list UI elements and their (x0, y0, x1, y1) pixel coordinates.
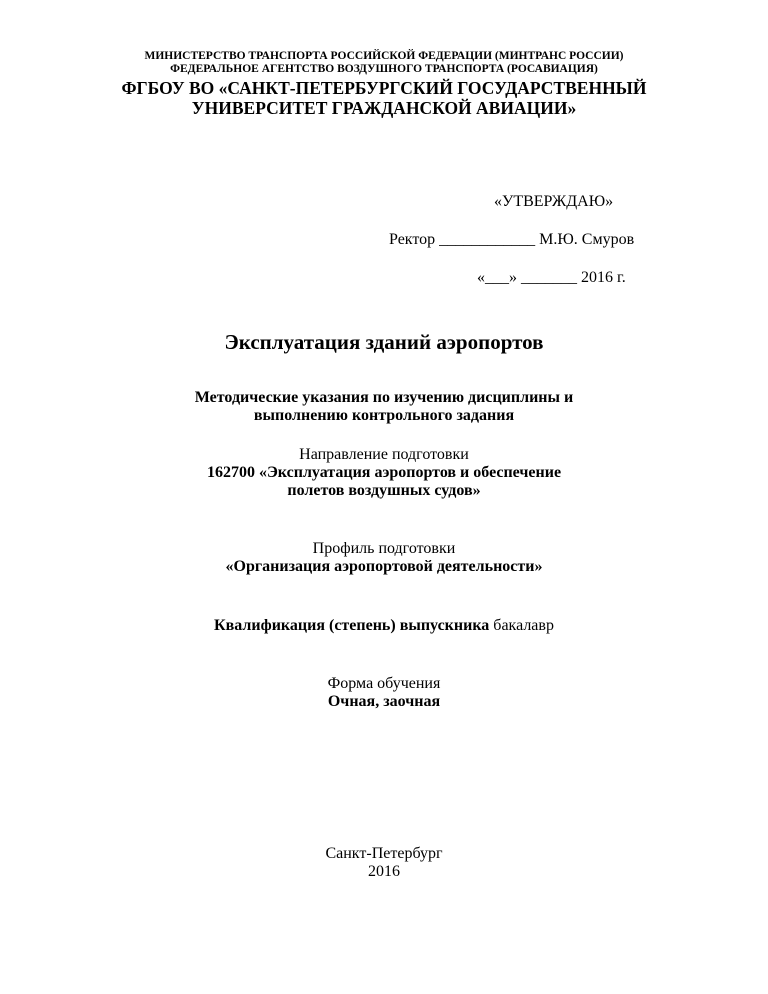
qualification-value: бакалавр (489, 617, 554, 634)
qualification-line (0, 617, 768, 635)
university-line-1: ФГБОУ ВО «САНКТ-ПЕТЕРБУРГСКИЙ ГОСУДАРСТВЕННЫЙ (121, 78, 647, 98)
approve-label: «УТВЕРЖДАЮ» (494, 193, 614, 210)
direction-label: Направление подготовки (299, 446, 469, 463)
profile-value: «Организация аэропортовой деятельности» (225, 558, 543, 575)
approval-date-line: «___» _______ 2016 г. (477, 269, 626, 286)
footer-year: 2016 (368, 863, 400, 880)
study-form-value: Очная, заочная (327, 693, 441, 710)
direction-value-line-2: полетов воздушных судов» (287, 482, 481, 499)
study-form-label: Форма обучения (327, 675, 441, 692)
university-line-2: УНИВЕРСИТЕТ ГРАЖДАНСКОЙ АВИАЦИИ» (191, 98, 577, 118)
qualification-label: Квалификация (степень) выпускника (214, 617, 490, 634)
document-title: Эксплуатация зданий аэропортов (224, 330, 544, 354)
rector-signature-line: Ректор ____________ М.Ю. Смуров (389, 231, 635, 248)
footer-city: Санкт-Петербург (325, 845, 443, 862)
direction-value-line-1: 162700 «Эксплуатация аэропортов и обеспечение (206, 464, 562, 481)
subtitle-line-1: Методические указания по изучению дисциплины и (194, 389, 574, 406)
ministry-line-1: МИНИСТЕРСТВО ТРАНСПОРТА РОССИЙСКОЙ ФЕДЕРАЦИИ (МИНТРАНС РОССИИ) (144, 50, 624, 62)
subtitle-line-2: выполнению контрольного задания (253, 407, 515, 424)
ministry-line-2: ФЕДЕРАЛЬНОЕ АГЕНТСТВО ВОЗДУШНОГО ТРАНСПОРТА (РОСАВИАЦИЯ) (170, 63, 598, 75)
profile-label: Профиль подготовки (312, 540, 456, 557)
